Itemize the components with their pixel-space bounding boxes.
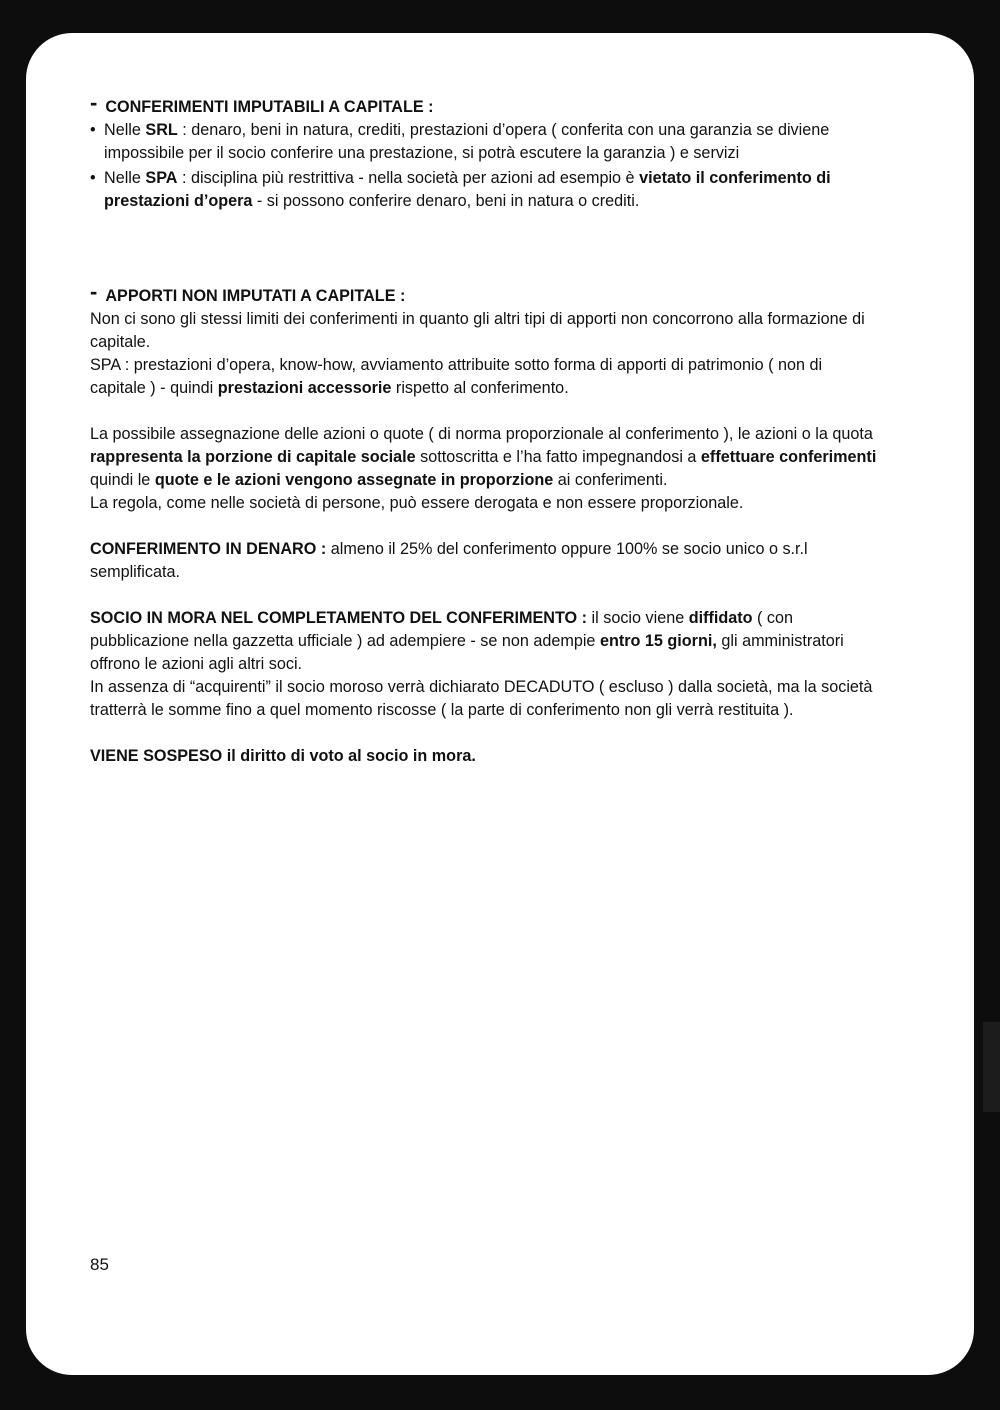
- paragraph-regola: La regola, come nelle società di persone, può essere derogata e non essere proporzionale.: [90, 494, 744, 512]
- text-span: : denaro, beni in natura, crediti, prestazioni d’opera ( conferita con una garanzia se diviene impossibile per il socio conferire una prestazione, si potrà escutere la garanzia ) e servizi: [104, 121, 830, 162]
- text-span: gli amministratori offrono le azioni agli altri soci.: [90, 632, 844, 673]
- text-span: ai conferimenti.: [553, 471, 668, 489]
- side-tab-marker: [983, 1022, 1000, 1112]
- bold-vietato: vietato il conferimento di prestazioni d’opera: [104, 169, 831, 210]
- spacer: [90, 259, 880, 282]
- bold-text: effettuare conferimenti: [700, 448, 877, 466]
- text-span: - si possono conferire denaro, beni in natura o crediti.: [252, 192, 640, 210]
- paragraph-apporti-limiti: Non ci sono gli stessi limiti dei conferimenti in quanto gli altri tipi di apporti non concorrono alla formazione di capitale.: [90, 310, 865, 351]
- bold-srl: SRL: [145, 121, 178, 139]
- page-content: [90, 90, 880, 768]
- bold-text: SOCIO IN MORA NEL COMPLETAMENTO DEL CONFERIMENTO :: [90, 609, 588, 627]
- text-span: quindi le: [90, 471, 155, 489]
- bold-prestazioni-accessorie: prestazioni accessorie: [217, 379, 392, 397]
- heading-dash: -: [90, 90, 98, 115]
- spacer: [90, 400, 880, 423]
- paragraph-apporti-spa: [90, 354, 880, 400]
- paragraph-sospeso: [90, 745, 880, 768]
- section-heading-apporti: [90, 279, 880, 308]
- heading-text: APPORTI NON IMPUTATI A CAPITALE :: [105, 287, 406, 305]
- heading-text: CONFERIMENTI IMPUTABILI A CAPITALE :: [105, 98, 434, 116]
- text-span: Nelle: [104, 169, 146, 187]
- bold-text: entro 15 giorni,: [599, 632, 717, 650]
- spacer: [90, 213, 880, 259]
- text-span: rispetto al conferimento.: [391, 379, 569, 397]
- text-span: Nelle: [104, 121, 146, 139]
- text-span: sottoscritta e l’ha fatto impegnandosi a: [415, 448, 701, 466]
- list-item-srl: [90, 119, 880, 165]
- page-number: 85: [90, 1255, 109, 1274]
- text-span: La possibile assegnazione delle azioni o quote ( di norma proporzionale al conferimento ), le azioni o la quota: [90, 425, 873, 443]
- paragraph-assegnazione: [90, 423, 880, 492]
- text-span: SPA : prestazioni d’opera, know-how, avviamento attribuite sotto forma di apporti di patrimonio ( non di capitale ) - quindi: [90, 356, 823, 397]
- bullet-list-conferimenti: [90, 119, 880, 213]
- heading-dash: -: [90, 279, 98, 304]
- text-span: almeno il 25% del conferimento oppure 100% se socio unico o s.r.l semplificata.: [90, 540, 808, 581]
- paragraph-conferimento-denaro: [90, 538, 880, 584]
- spacer: [90, 722, 880, 745]
- bold-text: CONFERIMENTO IN DENARO :: [90, 540, 327, 558]
- bold-text: VIENE SOSPESO il diritto di voto al socio in mora.: [90, 747, 476, 765]
- section-heading-conferimenti: [90, 90, 880, 119]
- bold-text: diffidato: [688, 609, 753, 627]
- paragraph-decaduto: In assenza di “acquirenti” il socio moroso verrà dichiarato DECADUTO ( escluso ) dalla società, ma la società tratterrà le somme fino a quel momento riscosse ( la parte di conferimento non gli verrà restituita ).: [90, 678, 873, 719]
- text-span: : disciplina più restrittiva - nella società per azioni ad esempio è: [177, 169, 640, 187]
- spacer: [90, 584, 880, 607]
- text-span: il socio viene: [587, 609, 689, 627]
- bold-text: rappresenta la porzione di capitale sociale: [90, 448, 416, 466]
- list-item-spa: [90, 167, 880, 213]
- spacer: [90, 515, 880, 538]
- bold-spa: SPA: [145, 169, 178, 187]
- bold-text: quote e le azioni vengono assegnate in proporzione: [154, 471, 554, 489]
- text-span: ( con pubblicazione nella gazzetta ufficiale ) ad adempiere - se non adempie: [90, 609, 794, 650]
- paragraph-socio-in-mora: [90, 607, 880, 676]
